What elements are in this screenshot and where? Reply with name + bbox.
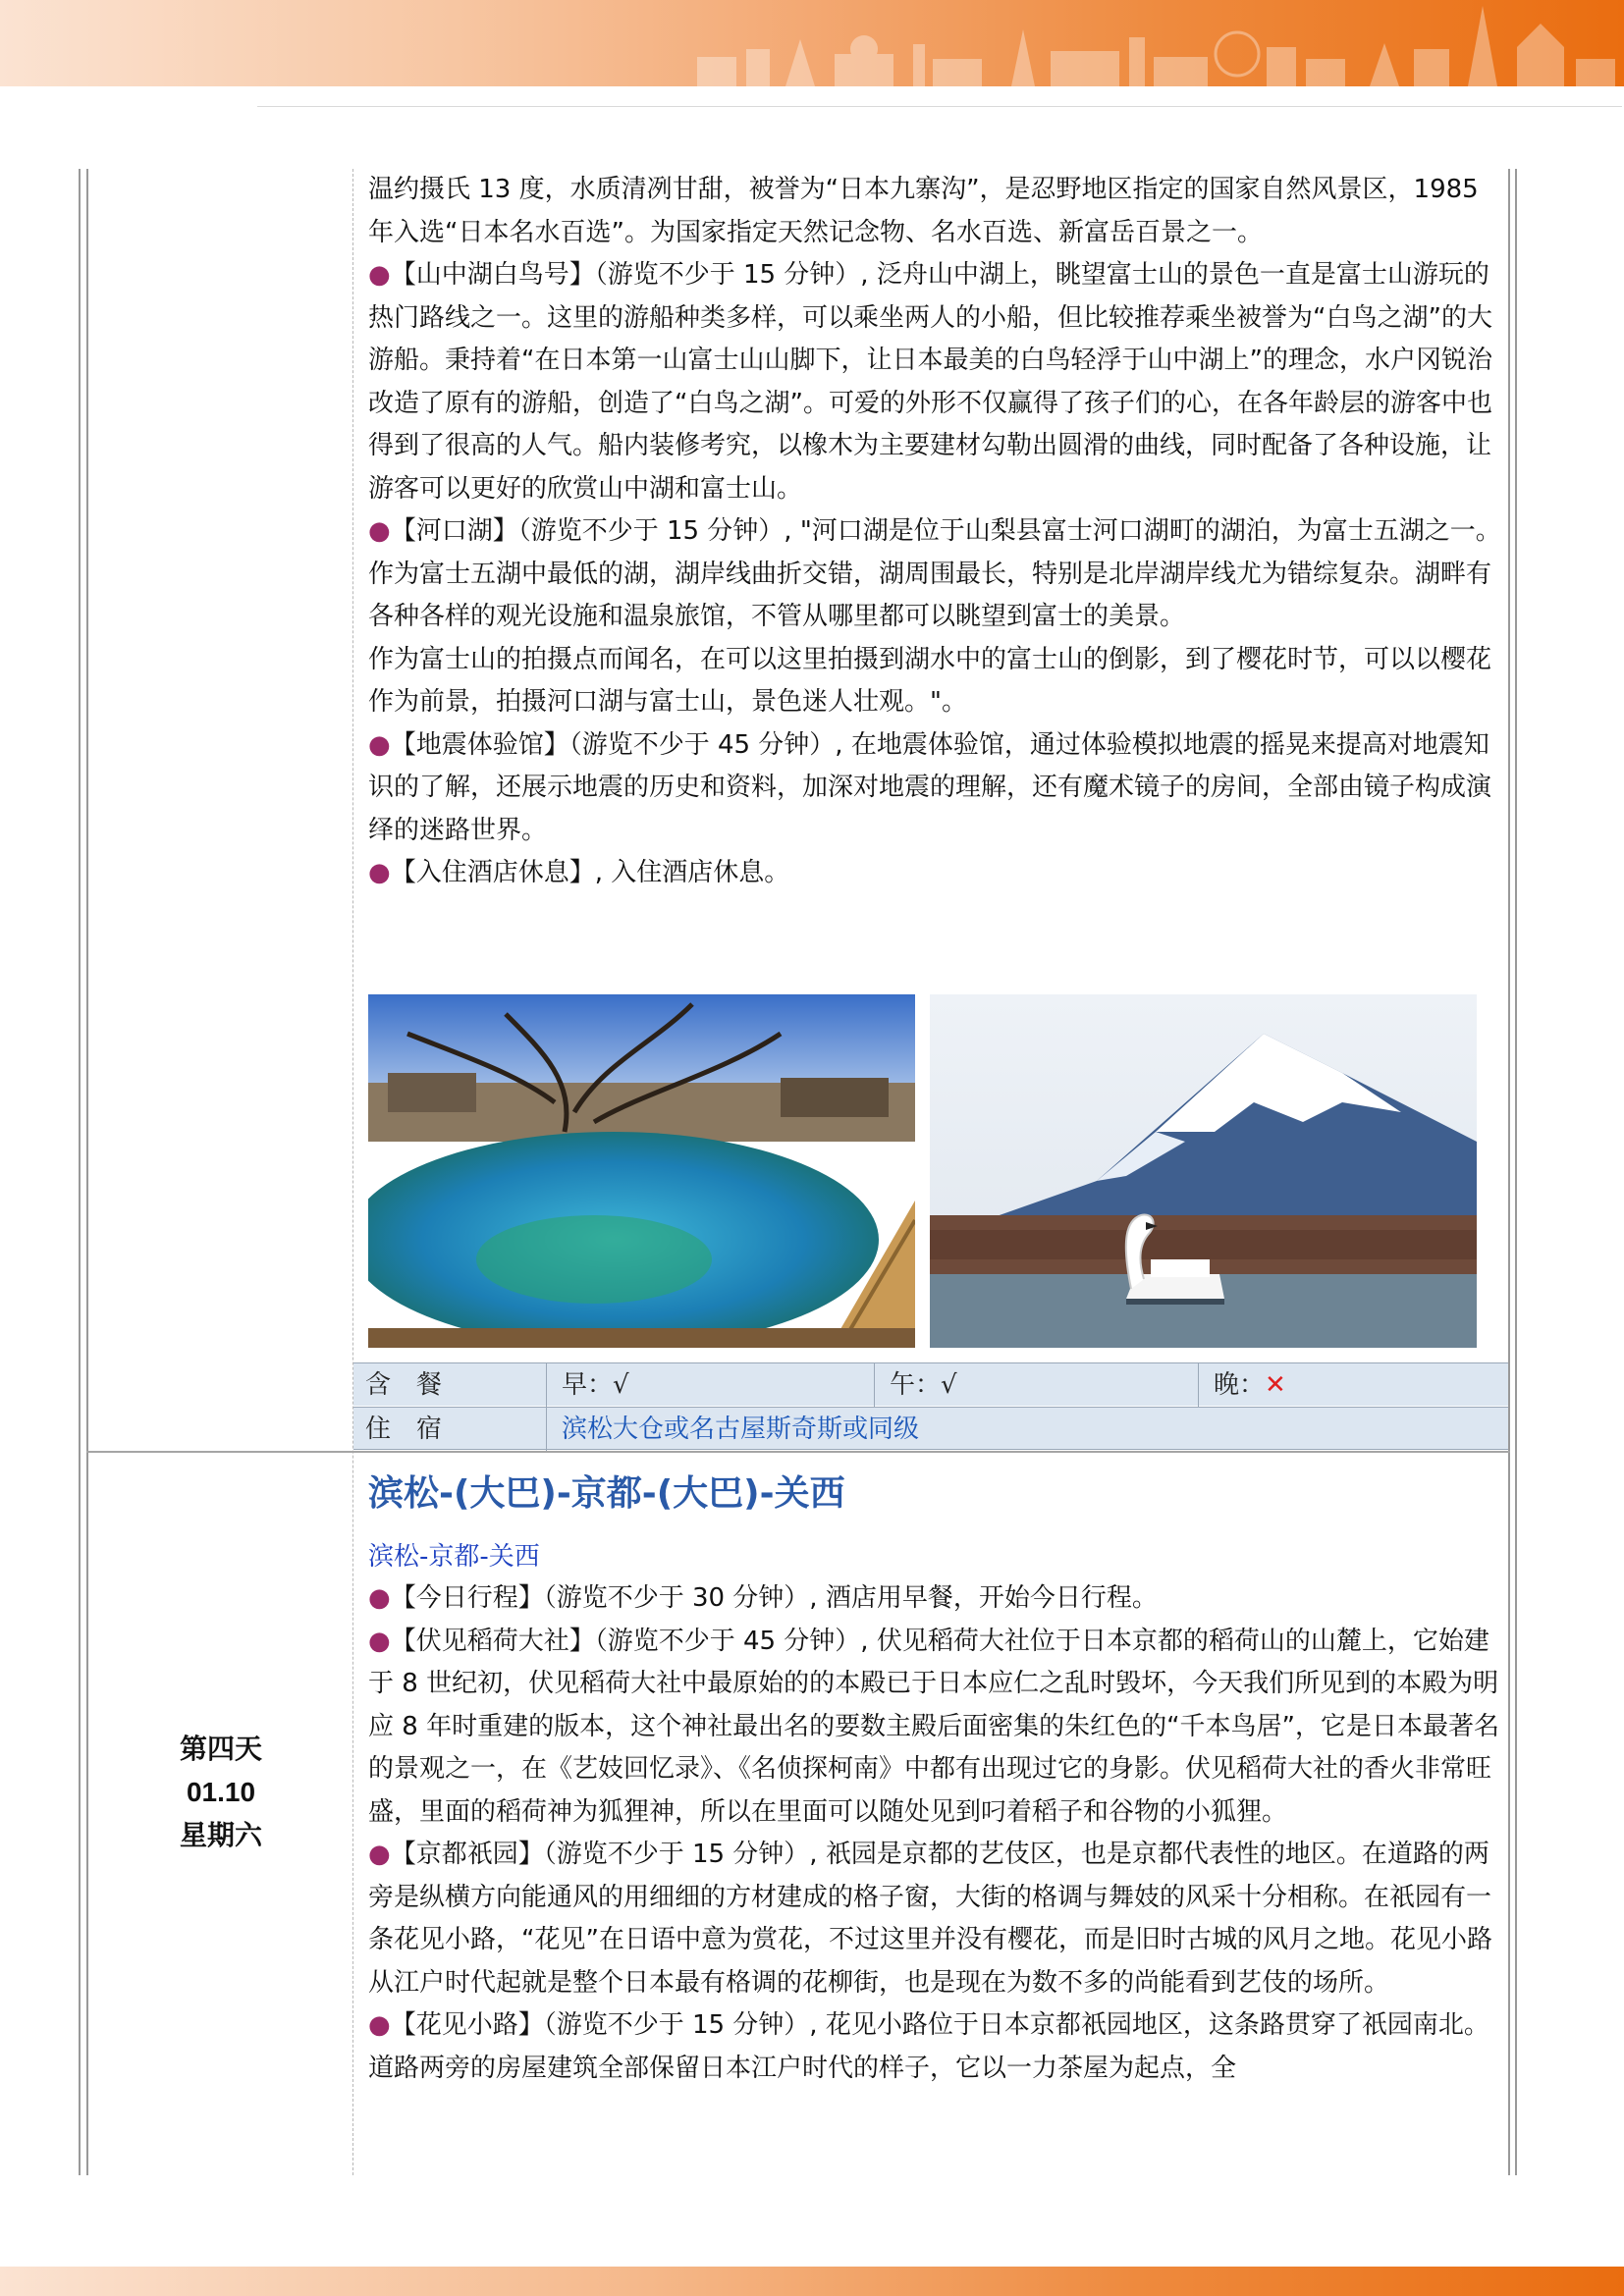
bullet-icon: ●	[368, 260, 391, 290]
day-date: 01.10	[186, 1777, 256, 1807]
paragraph-text: 【今日行程】（游览不少于 30 分钟）, 酒店用早餐，开始今日行程。	[390, 1583, 1158, 1613]
paragraph-text: 【河口湖】（游览不少于 15 分钟）, "河口湖是位于山梨县富士河口湖町的湖泊，为富士五湖之一。作为富士五湖中最低的湖，湖岸线曲折交错，湖周围最长，特别是北岸湖岸线尤为错综复杂。湖畔有各种各样的观光设施和温泉旅馆，不管从哪里都可以眺望到富士的美景。	[368, 516, 1501, 631]
day3-itinerary-text	[368, 169, 1502, 895]
bullet-icon: ●	[368, 2010, 391, 2040]
meals-lodging-table	[353, 1362, 1508, 1451]
paragraph	[368, 169, 1502, 254]
lodging-row	[353, 1407, 1508, 1450]
day4-label	[98, 1728, 344, 1857]
city-skyline-icon	[638, 0, 1624, 86]
header-rule	[257, 106, 1622, 107]
paragraph	[368, 1577, 1502, 1621]
bullet-icon: ●	[368, 1583, 391, 1613]
paragraph	[368, 852, 1502, 895]
paragraph	[368, 510, 1502, 639]
paragraph-text: 【地震体验馆】（游览不少于 45 分钟）, 在地震体验馆，通过体验模拟地震的摇晃来提高对地震知识的了解，还展示地震的历史和资料，加深对地震的理解，还有魔术镜子的房间，全部由镜子构成演绎的迷路世界。	[368, 729, 1492, 845]
meals-label: 含 餐	[365, 1370, 443, 1400]
table-border-left	[79, 169, 81, 2175]
dinner-label: 晚：	[1214, 1370, 1266, 1400]
paragraph-text: 【山中湖白鸟号】（游览不少于 15 分钟）, 泛舟山中湖上，眺望富士山的景色一直是富士山游玩的热门路线之一。这里的游船种类多样，可以乘坐两人的小船，但比较推荐乘坐被誉为“白鸟之湖”的大游船。秉持着“在日本第一山富士山山脚下，让日本最美的白鸟轻浮于山中湖上”的理念，水户冈锐治改造了原有的游船，创造了“白鸟之湖”。可爱的外形不仅赢得了孩子们的心，在各年龄层的游客中也得到了很高的人气。船内装修考究，以橡木为主要建材勾勒出圆滑的曲线，同时配备了各种设施，让游客可以更好的欣赏山中湖和富士山。	[368, 260, 1492, 504]
paragraph-text: 【伏见稻荷大社】（游览不少于 45 分钟）, 伏见稻荷大社位于日本京都的稻荷山的山麓上，它始建于 8 世纪初，伏见稻荷大社中最原始的的本殿已于日本应仁之乱时毁坏，今天我们所见到的本殿为明应 8 年时重建的版本，这个神社最出名的要数主殿后面密集的朱红色的“千本鸟居”，它是日本最著名的景观之一，在《艺妓回忆录》、《名侦探柯南》中都有出现过它的身影。伏见稻荷大社的香火非常旺盛，里面的稻荷神为狐狸神，所以在里面可以随处见到叼着稻子和谷物的小狐狸。	[368, 1626, 1500, 1827]
day4-route: 滨松-京都-关西	[368, 1542, 540, 1572]
header-banner	[0, 0, 1624, 86]
photo-row	[368, 994, 1478, 1348]
day-weekday: 星期六	[179, 1820, 262, 1850]
footer-banner	[0, 2267, 1624, 2296]
breakfast-value: 早：√	[562, 1370, 629, 1400]
bullet-icon: ●	[368, 1840, 391, 1869]
paragraph-text: 【花见小路】（游览不少于 15 分钟）, 花见小路位于日本京都祇园地区，这条路贯穿了祇园南北。道路两旁的房屋建筑全部保留日本江户时代的样子，它以一力茶屋为起点，全	[368, 2010, 1489, 2083]
paragraph-text: 作为富士山的拍摄点而闻名，在可以这里拍摄到湖水中的富士山的倒影，到了樱花时节，可以以樱花作为前景，拍摄河口湖与富士山，景色迷人壮观。"。	[368, 644, 1492, 717]
dinner-value	[1214, 1363, 1498, 1407]
table-border-right	[1508, 169, 1510, 2175]
paragraph	[368, 1621, 1502, 1835]
paragraph	[368, 254, 1502, 510]
lunch-value: 午：√	[890, 1370, 957, 1400]
paragraph	[368, 639, 1502, 724]
day-number: 第四天	[179, 1734, 262, 1764]
day-separator	[86, 1451, 1510, 1453]
hotel-value: 滨松大仓或名古屋斯奇斯或同级	[562, 1415, 920, 1444]
cross-icon: ✕	[1265, 1370, 1286, 1400]
table-border-left-inner	[86, 169, 88, 2175]
bullet-icon: ●	[368, 729, 391, 760]
oshino-pond-photo	[368, 994, 915, 1348]
paragraph	[368, 2004, 1502, 2090]
paragraph	[368, 724, 1502, 853]
bullet-icon: ●	[368, 516, 391, 546]
meals-row	[353, 1362, 1508, 1406]
bullet-icon: ●	[368, 1626, 391, 1656]
paragraph-text: 温约摄氏 13 度，水质清冽甘甜，被誉为“日本九寨沟”，是忍野地区指定的国家自然风景区，1985 年入选“日本名水百选”。为国家指定天然记念物、名水百选、新富岳百景之一。	[368, 175, 1479, 247]
table-column-divider	[352, 169, 353, 2175]
paragraph-text: 【入住酒店休息】, 入住酒店休息。	[390, 858, 790, 887]
table-border-right-outer	[1515, 169, 1517, 2175]
paragraph-text: 【京都祇园】（游览不少于 15 分钟）, 祇园是京都的艺伎区，也是京都代表性的地区。在道路的两旁是纵横方向能通风的用细细的方材建成的格子窗，大街的格调与舞妓的风采十分相称。在祇园有一条花见小路，“花见”在日语中意为赏花，不过这里并没有樱花，而是旧时古城的风月之地。花见小路从江户时代起就是整个日本最有格调的花柳街，也是现在为数不多的尚能看到艺伎的场所。	[368, 1840, 1492, 1998]
bullet-icon: ●	[368, 858, 391, 887]
lodging-label: 住 宿	[365, 1415, 443, 1444]
day4-title: 滨松-(大巴)-京都-(大巴)-关西	[368, 1473, 845, 1514]
day4-itinerary-text	[368, 1577, 1502, 2090]
mount-fuji-swan-boat-photo	[930, 994, 1477, 1348]
paragraph	[368, 1834, 1502, 2004]
